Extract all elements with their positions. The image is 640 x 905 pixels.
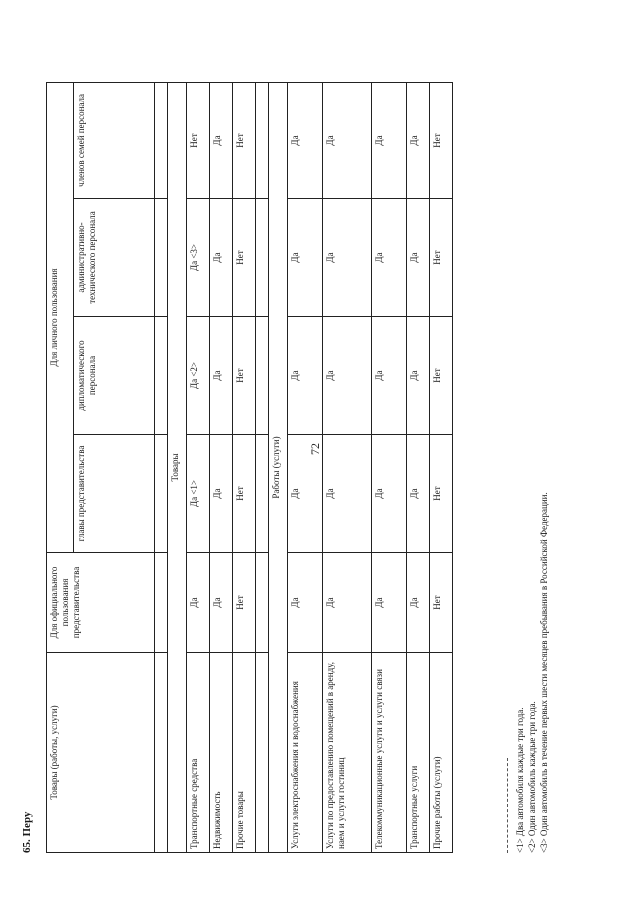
footnotes [507,153,550,853]
cell-diplomatic: Нет [430,317,453,435]
cell-diplomatic: Да [372,317,407,435]
cell-admin: Да [323,199,372,317]
cell-diplomatic: Да <2> [187,317,210,435]
cell-family: Нет [187,82,210,198]
header-personal-use: Для личного пользования [47,82,74,552]
header-diplomatic-staff: дипломатического персонала [74,317,155,435]
row-label: Услуги электроснабжения и водоснабжения [288,653,323,853]
cell-family: Да [210,82,233,198]
row-label: Транспортные средства [187,653,210,853]
cell-head: Нет [233,435,256,553]
row-label: Прочие работы (услуги) [430,653,453,853]
cell-official: Да [288,553,323,653]
section-label-goods: Товары [168,82,187,852]
cell-family: Нет [233,82,256,198]
spacer-row [155,82,168,852]
cell-diplomatic: Да [323,317,372,435]
header-head-of-mission: главы представительства [74,435,155,553]
cell-head: Нет [430,435,453,553]
header-official-use: Для официального пользования представительства [47,553,155,653]
page-number: 72 [308,443,322,455]
footnote-separator [507,758,508,853]
section-title: 65. Перу [21,811,33,853]
table-row [187,82,210,852]
cell-head: Да [372,435,407,553]
cell-admin: Да <3> [187,199,210,317]
cell-admin: Нет [233,199,256,317]
row-label: Прочие товары [233,653,256,853]
footnote-2: <2> Один автомобиль каждые три года. [527,701,537,853]
spacer-row [256,82,269,852]
cell-official: Да [187,553,210,653]
rotated-page-content [19,53,609,853]
table-row [407,82,430,852]
row-label: Недвижимость [210,653,233,853]
row-label: Транспортные услуги [407,653,430,853]
cell-admin: Нет [430,199,453,317]
cell-head: Да [210,435,233,553]
cell-head: Да <1> [187,435,210,553]
table-row [210,82,233,852]
cell-head: Да [323,435,372,553]
table-row [430,82,453,852]
cell-family: Да [323,82,372,198]
cell-family: Да [288,82,323,198]
cell-diplomatic: Нет [233,317,256,435]
table-row [288,82,323,852]
table-row [323,82,372,852]
header-goods-services: Товары (работы, услуги) [47,653,155,853]
cell-official: Да [210,553,233,653]
row-label: Услуги по предоставлению помещений в аренду, наем и услуги гостиниц [323,653,372,853]
footnote-1: <1> Два автомобиля каждые три года. [515,707,525,853]
cell-head: Да [407,435,430,553]
cell-family: Нет [430,82,453,198]
cell-admin: Да [372,199,407,317]
cell-diplomatic: Да [407,317,430,435]
cell-family: Да [372,82,407,198]
peru-privileges-table [46,82,453,853]
cell-official: Да [372,553,407,653]
cell-official: Нет [430,553,453,653]
cell-official: Да [407,553,430,653]
cell-family: Да [407,82,430,198]
header-admin-tech-staff: административно-технического персонала [74,199,155,317]
header-row-1 [47,82,74,852]
header-family-members: членов семей персонала [74,82,155,198]
cell-diplomatic: Да [210,317,233,435]
cell-head: Да [288,435,323,553]
section-row-services [269,82,288,852]
table-row [233,82,256,852]
section-row-goods [168,82,187,852]
cell-admin: Да [210,199,233,317]
table-row [372,82,407,852]
cell-admin: Да [407,199,430,317]
cell-official: Нет [233,553,256,653]
cell-official: Да [323,553,372,653]
footnote-3: <3> Один автомобиль в течение первых шести месяцев пребывания в Российской Федерации. [539,492,549,853]
cell-admin: Да [288,199,323,317]
section-label-services: Работы (услуги) [269,82,288,852]
row-label: Телекоммуникационные услуги и услуги связи [372,653,407,853]
cell-diplomatic: Да [288,317,323,435]
